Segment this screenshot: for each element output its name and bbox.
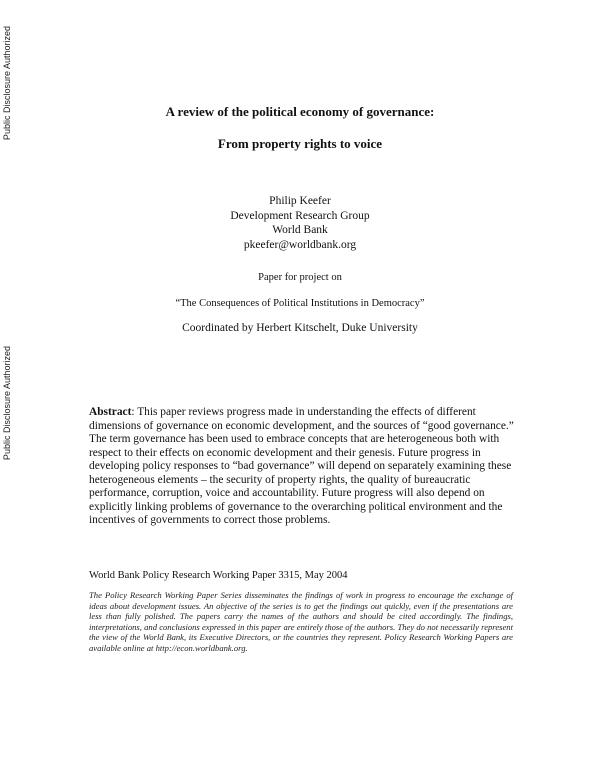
project-intro: Paper for project on bbox=[258, 272, 342, 283]
author-email: pkeefer@worldbank.org bbox=[243, 238, 357, 251]
author-block bbox=[0, 194, 600, 252]
author-group: Development Research Group bbox=[230, 209, 370, 222]
working-paper-line: World Bank Policy Research Working Paper 3315, May 2004 bbox=[89, 570, 348, 581]
abstract-paragraph bbox=[89, 406, 517, 528]
project-name: “The Consequences of Political Institutions in Democracy” bbox=[175, 298, 425, 309]
public-disclosure-stamp-middle: Public Disclosure Authorized bbox=[2, 346, 12, 461]
public-disclosure-stamp-top: Public Disclosure Authorized bbox=[2, 26, 12, 141]
project-coordinator: Coordinated by Herbert Kitschelt, Duke University bbox=[182, 322, 418, 334]
paper-title-line-2: From property rights to voice bbox=[217, 136, 383, 151]
abstract-label: Abstract bbox=[89, 406, 132, 418]
paper-title-line-1: A review of the political economy of governance: bbox=[165, 104, 435, 119]
series-disclaimer: The Policy Research Working Paper Series disseminates the findings of work in progress to encourage the exchange of ideas about development issues. An objective of the series is to get the findings out quickly, even if the presentations are less than fully polished. The papers carry the names of the authors and should be cited accordingly. The findings, interpretations, and conclusions expressed in this paper are entirely those of the authors. They do not necessarily represent the view of the World Bank, its Executive Directors, or the countries they represent. Policy Research Working Papers are available online at http://econ.worldbank.org. bbox=[89, 590, 513, 653]
author-organization: World Bank bbox=[272, 224, 328, 237]
author-name: Philip Keefer bbox=[269, 195, 331, 207]
abstract-text: : This paper reviews progress made in understanding the effects of different dimensions of governance on economic development, and the sources of “good governance.” The term governance has been used to embrace concepts that are heterogeneous both with respect to their effects on economic development and their genesis. Future progress in developing policy responses to “bad governance” will depend on separately examining these heterogeneous elements – the security of property rights, the quality of bureaucratic performance, corruption, voice and accountability. Future progress will also depend on explicitly linking problems of governance to the overarching political environment and the incentives of governments to correct those problems. bbox=[89, 406, 514, 526]
